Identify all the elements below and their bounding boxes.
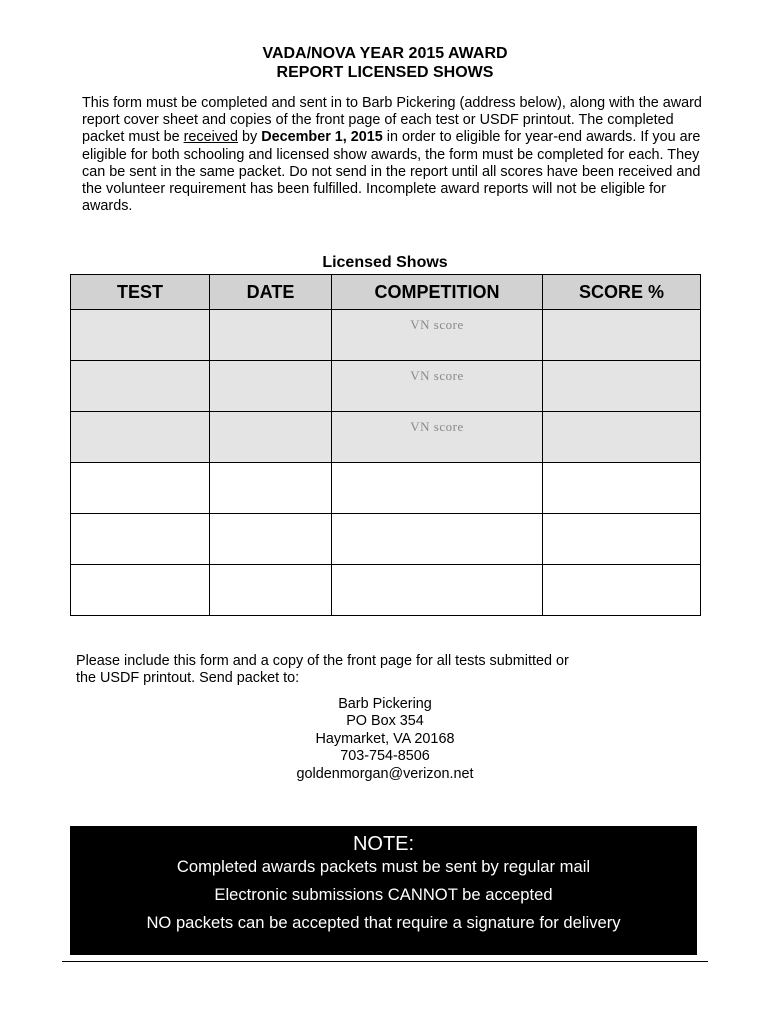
title-line-2: REPORT LICENSED SHOWS — [276, 64, 494, 81]
date-cell[interactable] — [210, 514, 332, 565]
test-cell[interactable] — [71, 463, 210, 514]
header-score: SCORE % — [543, 275, 701, 310]
test-cell[interactable] — [71, 310, 210, 361]
address-po-box: PO Box 354 — [346, 713, 424, 730]
competition-cell[interactable] — [332, 514, 543, 565]
test-cell[interactable] — [71, 514, 210, 565]
intro-received: received — [183, 129, 238, 146]
competition-cell[interactable] — [332, 310, 543, 361]
address-phone: 703-754-8506 — [340, 748, 430, 765]
note-line-3: NO packets can be accepted that require a signature for delivery — [146, 913, 621, 932]
score-cell[interactable] — [543, 361, 701, 412]
title-line-1: VADA/NOVA YEAR 2015 AWARD — [262, 45, 508, 62]
header-date: DATE — [210, 275, 332, 310]
table-row — [71, 514, 701, 565]
score-cell[interactable] — [543, 412, 701, 463]
bottom-divider — [62, 961, 708, 962]
table-row — [71, 412, 701, 463]
table-row — [71, 463, 701, 514]
header-test: TEST — [71, 275, 210, 310]
date-cell[interactable] — [210, 361, 332, 412]
date-cell[interactable] — [210, 412, 332, 463]
note-line-1: Completed awards packets must be sent by regular mail — [176, 857, 591, 876]
submission-instructions — [76, 653, 716, 688]
date-cell[interactable] — [210, 310, 332, 361]
instructions-line-2: the USDF printout. Send packet to: — [76, 670, 300, 687]
intro-deadline: December 1, 2015 — [261, 129, 383, 146]
competition-cell[interactable] — [332, 463, 543, 514]
score-cell[interactable] — [543, 514, 701, 565]
note-heading: NOTE: — [352, 833, 415, 855]
instructions-line-1: Please include this form and a copy of the front page for all tests submitted or — [76, 653, 569, 669]
table-row — [71, 310, 701, 361]
note-line-2: Electronic submissions CANNOT be accepted — [214, 885, 553, 904]
address-name: Barb Pickering — [338, 696, 432, 712]
vn-score-placeholder: VN score — [410, 317, 464, 332]
note-box — [70, 826, 697, 955]
mailing-address — [0, 696, 770, 783]
licensed-shows-table — [70, 274, 701, 616]
test-cell[interactable] — [71, 565, 210, 616]
test-cell[interactable] — [71, 412, 210, 463]
header-competition: COMPETITION — [332, 275, 543, 310]
date-cell[interactable] — [210, 565, 332, 616]
table-title: Licensed Shows — [322, 254, 448, 271]
vn-score-placeholder: VN score — [410, 368, 464, 383]
score-cell[interactable] — [543, 565, 701, 616]
intro-paragraph — [82, 95, 702, 215]
address-email: goldenmorgan@verizon.net — [296, 765, 474, 782]
competition-cell[interactable] — [332, 361, 543, 412]
intro-text-3: in order to eligible for year-end awards. If you are eligible for both schooling and licensed show awards, the form must be completed for each. They can be sent in the same packet. Do not send in the report until all scores have been received and the volunteer requirement has been fulfilled. Incomplete award reports will not be eligible for awards. — [82, 129, 701, 215]
competition-cell[interactable] — [332, 565, 543, 616]
vn-score-placeholder: VN score — [410, 419, 464, 434]
intro-text-2: by — [238, 129, 262, 146]
date-cell[interactable] — [210, 463, 332, 514]
score-cell[interactable] — [543, 463, 701, 514]
table-row — [71, 565, 701, 616]
table-header-row — [71, 275, 701, 310]
test-cell[interactable] — [71, 361, 210, 412]
score-cell[interactable] — [543, 310, 701, 361]
competition-cell[interactable] — [332, 412, 543, 463]
table-row — [71, 361, 701, 412]
intro-text-1: This form must be completed and sent in to Barb Pickering (address below), along with the award report cover sheet and copies of the front page of each test or USDF printout. The completed packet must be — [82, 95, 702, 146]
address-city: Haymarket, VA 20168 — [315, 730, 455, 747]
form-title — [0, 44, 770, 82]
